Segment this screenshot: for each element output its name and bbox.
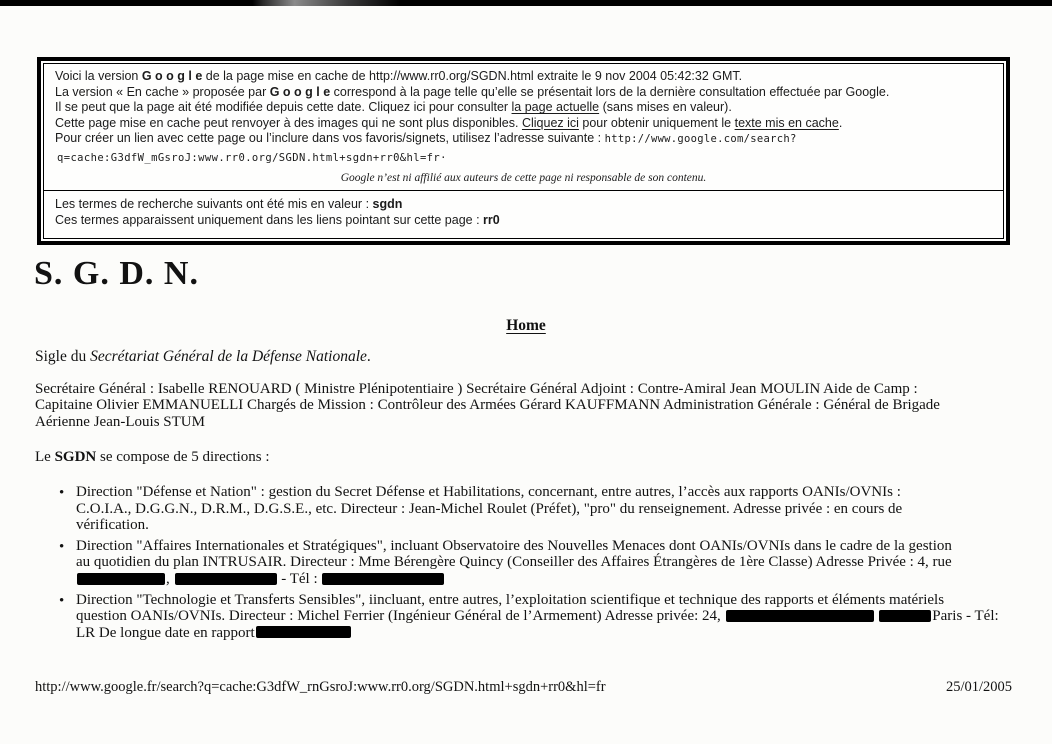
text-line bbox=[55, 85, 993, 101]
text-run: SGDN bbox=[54, 449, 97, 465]
text-run: - Tél : bbox=[277, 570, 322, 587]
link-text: Cliquez ici bbox=[521, 115, 579, 130]
footer-date: 25/01/2005 bbox=[945, 679, 1012, 695]
scan-artifact-strip bbox=[0, 0, 1052, 6]
text-run: se compose de 5 directions : bbox=[96, 449, 270, 465]
text-run: Sigle du bbox=[35, 348, 91, 365]
redaction-bar bbox=[322, 573, 444, 585]
direction-item-affaires-internationales bbox=[58, 538, 999, 588]
cache-notice-text bbox=[44, 64, 1003, 148]
home-link-label: Home bbox=[506, 317, 546, 334]
text-run: pour obtenir uniquement le bbox=[578, 115, 735, 130]
text-line bbox=[55, 116, 993, 132]
redaction-bar bbox=[175, 573, 277, 585]
text-run: sgdn bbox=[372, 196, 403, 211]
text-run: Secrétariat Général de la Défense Nationale bbox=[90, 348, 367, 365]
link-text: texte mis en cache bbox=[734, 115, 839, 130]
text-line: • Direction "Défense et Nation" : gestion du Secret Défense et Habilitations, concernant, entre autres, l’accès aux rapports OANIs/OVNIs : bbox=[76, 484, 901, 500]
text-line: Capitaine Olivier EMMANUELLI Chargés de Mission : Contrôleur des Armées Gérard KAUFFMANN Administration Générale : Général de Brigade bbox=[35, 397, 940, 414]
text-run: G o o g l e bbox=[269, 84, 331, 99]
google-disclaimer: Google n’est ni affilié aux auteurs de cette page ni responsable de son contenu. bbox=[340, 171, 707, 184]
text-line bbox=[55, 213, 993, 229]
text-run: G o o g l e bbox=[141, 69, 203, 83]
text-line bbox=[76, 625, 999, 642]
redaction-bar bbox=[77, 573, 165, 585]
redaction-bar bbox=[726, 610, 874, 622]
text-run bbox=[875, 608, 879, 624]
text-line bbox=[76, 608, 999, 625]
text-line: vérification. bbox=[76, 517, 149, 534]
footer-url: http://www.google.fr/search?q=cache:G3dfW_rnGsroJ:www.rr0.org/SGDN.html+sgdn+rr0&hl=fr bbox=[35, 679, 606, 695]
link-text: la page actuelle bbox=[511, 100, 600, 115]
text-line: • Direction "Affaires Internationales et Stratégiques", incluant Observatoire des Nouvelles Menaces dont OANIs/OVNIs dans le cadre de la gestion bbox=[76, 537, 952, 554]
cache-inner-frame bbox=[43, 63, 1004, 239]
text-run: Les termes de recherche suivants ont été mis en valeur : bbox=[55, 196, 373, 211]
text-run: de la page mise en cache de http://www.rr0.org/SGDN.html extraite le 9 nov 2004 05:42:32 GMT. bbox=[202, 69, 743, 83]
sigle-line bbox=[35, 348, 371, 366]
text-line bbox=[76, 571, 999, 588]
text-run: Le bbox=[35, 449, 55, 465]
text-run: (sans mises en valeur). bbox=[599, 100, 732, 115]
text-run: Voici la version bbox=[55, 69, 142, 83]
text-run: question OANIs/OVNIs. Directeur : Michel Ferrier (Ingénieur Général de l’Armement) Adresse privée: 24, bbox=[76, 608, 725, 625]
text-run: LR De longue date en rapport bbox=[76, 624, 255, 641]
directions-list bbox=[58, 484, 999, 645]
home-link bbox=[0, 317, 1052, 335]
text-run: Il se peut que la page ait été modifiée depuis cette date. Cliquez ici pour consulter bbox=[55, 100, 512, 115]
cache-query-string: q=cache:G3dfW_mGsroJ:www.rr0.org/SGDN.html+sgdn+rr0&hl=fr· bbox=[57, 151, 447, 164]
text-run: Paris - Tél: bbox=[932, 608, 999, 625]
text-run: Ces termes apparaissent uniquement dans les liens pointant sur cette page : bbox=[55, 212, 484, 227]
text-line: Aérienne Jean-Louis STUM bbox=[35, 413, 205, 430]
text-run: . bbox=[838, 115, 843, 130]
text-line bbox=[55, 69, 993, 85]
page-title: S. G. D. N. bbox=[34, 255, 199, 292]
redaction-bar bbox=[256, 626, 351, 638]
text-run: . bbox=[366, 348, 371, 365]
text-run: Pour créer un lien avec cette page ou l’inclure dans vos favoris/signets, utilisez l’adresse suivante : bbox=[55, 131, 605, 146]
text-run: rr0 bbox=[483, 212, 500, 227]
text-line: C.O.I.A., D.G.G.N., D.R.M., D.G.S.E., etc. Directeur : Jean-Michel Roulet (Préfet), "pro" du renseignement. Adresse privée : en cours de bbox=[76, 500, 903, 517]
compose-line bbox=[35, 449, 270, 466]
text-run: http://www.google.com/search? bbox=[604, 133, 797, 146]
text-line bbox=[55, 197, 993, 213]
officials-paragraph bbox=[35, 381, 940, 430]
direction-item-technologie-transferts bbox=[58, 592, 999, 642]
text-line: Secrétaire Général : Isabelle RENOUARD ( Ministre Plénipotentiaire ) Secrétaire Général Adjoint : Contre-Amiral Jean MOULIN Aide de Camp : bbox=[35, 381, 918, 397]
direction-item-defense-et-nation bbox=[58, 484, 999, 534]
google-cache-notice-box bbox=[37, 57, 1010, 245]
text-line: • Direction "Technologie et Transferts Sensibles", iincluant, entre autres, l’exploitation scientifique et technique des rapports et éléments matériels bbox=[76, 591, 945, 608]
text-line: au quotidien du plan INTRUSAIR. Directeur : Mme Bérengère Quincy (Conseiller des Affaires Étrangères de 1ère Classe) Adresse Privée : 4, rue bbox=[76, 554, 952, 571]
text-run: Cette page mise en cache peut renvoyer à des images qui ne sont plus disponibles. bbox=[55, 115, 522, 130]
text-run: , bbox=[166, 570, 174, 587]
search-terms-text bbox=[44, 191, 1003, 238]
redaction-bar bbox=[879, 610, 931, 622]
text-line bbox=[55, 100, 993, 116]
text-line bbox=[55, 131, 993, 148]
text-run: La version « En cache » proposée par bbox=[55, 84, 270, 99]
text-run: correspond à la page telle qu’elle se présentait lors de la dernière consultation effectuée par Google. bbox=[330, 84, 890, 99]
